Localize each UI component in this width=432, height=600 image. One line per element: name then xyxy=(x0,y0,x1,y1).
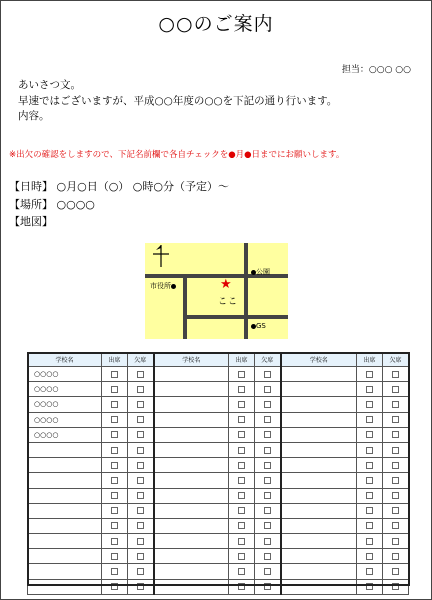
event-info xyxy=(9,178,229,231)
present-checkbox[interactable] xyxy=(366,568,373,575)
table-row xyxy=(28,427,409,442)
school-name-cell xyxy=(154,458,229,473)
absent-cell xyxy=(255,412,281,427)
absent-checkbox[interactable] xyxy=(137,507,144,514)
absent-cell xyxy=(383,442,409,457)
school-name-cell xyxy=(154,473,229,488)
absent-cell xyxy=(255,579,281,594)
table-row xyxy=(28,473,409,488)
table-row xyxy=(28,564,409,579)
school-name-cell xyxy=(281,488,357,503)
greeting-line-3: 内容。 xyxy=(18,110,50,122)
school-name-cell xyxy=(154,503,229,518)
absent-cell xyxy=(255,367,281,382)
absent-checkbox[interactable] xyxy=(137,553,144,560)
present-checkbox[interactable] xyxy=(366,492,373,499)
absent-checkbox[interactable] xyxy=(392,447,399,454)
present-cell xyxy=(102,382,128,397)
present-cell xyxy=(229,473,255,488)
deadline-note: ※出欠の確認をしますので、下記名前欄で各自チェックを●月●日までにお願いします。 xyxy=(9,150,345,160)
absent-cell xyxy=(255,518,281,533)
present-checkbox[interactable] xyxy=(366,447,373,454)
absent-cell xyxy=(383,564,409,579)
present-cell xyxy=(102,579,128,594)
absent-cell xyxy=(128,412,154,427)
park-label xyxy=(251,267,270,277)
present-cell xyxy=(229,412,255,427)
absent-cell xyxy=(383,503,409,518)
absent-checkbox[interactable] xyxy=(392,386,399,393)
absent-cell xyxy=(383,427,409,442)
present-cell xyxy=(102,397,128,412)
absent-checkbox[interactable] xyxy=(392,416,399,423)
absent-cell xyxy=(255,488,281,503)
present-cell xyxy=(102,367,128,382)
school-header: 学校名 xyxy=(154,353,229,367)
absent-cell xyxy=(383,488,409,503)
map-label: 【地図】 xyxy=(9,215,53,228)
absent-checkbox[interactable] xyxy=(264,522,271,529)
absent-cell xyxy=(128,397,154,412)
place-line: 【場所】 ○○○○ xyxy=(9,197,95,211)
absent-cell xyxy=(255,564,281,579)
present-header: 出席 xyxy=(357,353,383,367)
absent-cell xyxy=(128,488,154,503)
present-checkbox[interactable] xyxy=(238,477,245,484)
school-name-cell xyxy=(28,534,102,549)
absent-checkbox[interactable] xyxy=(264,568,271,575)
absent-cell xyxy=(383,579,409,594)
absent-cell xyxy=(128,534,154,549)
present-checkbox[interactable] xyxy=(111,538,118,545)
absent-checkbox[interactable] xyxy=(264,416,271,423)
absent-cell xyxy=(383,534,409,549)
present-checkbox[interactable] xyxy=(238,386,245,393)
present-cell xyxy=(229,382,255,397)
school-name-cell xyxy=(154,549,229,564)
absent-checkbox[interactable] xyxy=(264,553,271,560)
present-cell xyxy=(102,412,128,427)
school-name-cell xyxy=(28,442,102,457)
present-cell xyxy=(229,397,255,412)
school-name-cell xyxy=(154,412,229,427)
school-name-cell xyxy=(154,564,229,579)
present-checkbox[interactable] xyxy=(366,538,373,545)
absent-cell xyxy=(255,473,281,488)
present-checkbox[interactable] xyxy=(366,522,373,529)
present-cell xyxy=(357,488,383,503)
absent-checkbox[interactable] xyxy=(264,583,271,590)
school-name-cell xyxy=(154,534,229,549)
absent-checkbox[interactable] xyxy=(392,462,399,469)
present-cell xyxy=(102,518,128,533)
school-name-cell xyxy=(154,579,229,594)
present-checkbox[interactable] xyxy=(111,462,118,469)
present-cell xyxy=(102,488,128,503)
absent-checkbox[interactable] xyxy=(264,431,271,438)
present-cell xyxy=(357,382,383,397)
present-checkbox[interactable] xyxy=(366,507,373,514)
present-cell xyxy=(357,534,383,549)
present-cell xyxy=(357,397,383,412)
absent-cell xyxy=(128,518,154,533)
absent-cell xyxy=(128,382,154,397)
city-hall-label xyxy=(150,281,176,291)
present-cell xyxy=(357,412,383,427)
absent-checkbox[interactable] xyxy=(137,568,144,575)
school-name-cell xyxy=(154,518,229,533)
absent-checkbox[interactable] xyxy=(137,538,144,545)
star-icon: ★ xyxy=(220,277,232,292)
absent-checkbox[interactable] xyxy=(392,583,399,590)
absent-cell xyxy=(255,458,281,473)
school-name-cell xyxy=(28,579,102,594)
greeting-line-2: 早速ではございますが、平成○○年度の○○を下記の通り行います。 xyxy=(18,94,338,107)
here-label: ここ xyxy=(218,297,239,307)
school-name-cell xyxy=(28,564,102,579)
present-cell xyxy=(229,549,255,564)
road xyxy=(183,315,288,319)
present-cell xyxy=(229,503,255,518)
present-checkbox[interactable] xyxy=(238,401,245,408)
absent-cell xyxy=(128,503,154,518)
absent-checkbox[interactable] xyxy=(392,507,399,514)
present-checkbox[interactable] xyxy=(238,431,245,438)
table-row xyxy=(28,442,409,457)
present-cell xyxy=(357,564,383,579)
absent-cell xyxy=(383,473,409,488)
present-checkbox[interactable] xyxy=(366,553,373,560)
gs-label xyxy=(251,322,266,330)
present-cell xyxy=(357,549,383,564)
present-checkbox[interactable] xyxy=(111,583,118,590)
city-hall-marker-icon xyxy=(171,284,176,289)
absent-checkbox[interactable] xyxy=(264,386,271,393)
present-cell xyxy=(357,458,383,473)
school-name-cell xyxy=(28,503,102,518)
absent-cell xyxy=(383,367,409,382)
north-arrow-icon xyxy=(152,245,170,267)
attendance-table xyxy=(27,352,409,595)
present-cell xyxy=(229,367,255,382)
school-name-cell xyxy=(154,442,229,457)
present-checkbox[interactable] xyxy=(111,568,118,575)
absent-checkbox[interactable] xyxy=(137,477,144,484)
road xyxy=(244,243,248,339)
absent-cell xyxy=(128,473,154,488)
present-cell xyxy=(357,579,383,594)
absent-checkbox[interactable] xyxy=(392,371,399,378)
present-cell xyxy=(102,549,128,564)
absent-checkbox[interactable] xyxy=(264,462,271,469)
table-row xyxy=(28,458,409,473)
absent-checkbox[interactable] xyxy=(137,416,144,423)
absent-checkbox[interactable] xyxy=(264,401,271,408)
attendance-body xyxy=(28,367,409,595)
absent-cell xyxy=(383,397,409,412)
school-name-cell xyxy=(281,367,357,382)
school-name-cell: ○○○○ xyxy=(28,367,102,382)
present-checkbox[interactable] xyxy=(111,416,118,423)
present-cell xyxy=(357,518,383,533)
absent-cell xyxy=(128,427,154,442)
table-header-row xyxy=(28,353,409,367)
school-name-cell xyxy=(154,488,229,503)
present-cell xyxy=(102,534,128,549)
school-name-cell xyxy=(28,518,102,533)
absent-cell xyxy=(255,397,281,412)
present-cell xyxy=(229,534,255,549)
present-checkbox[interactable] xyxy=(238,447,245,454)
present-cell xyxy=(357,473,383,488)
present-checkbox[interactable] xyxy=(238,583,245,590)
present-cell xyxy=(229,427,255,442)
absent-checkbox[interactable] xyxy=(137,583,144,590)
school-name-cell xyxy=(28,458,102,473)
absent-cell xyxy=(128,442,154,457)
absent-checkbox[interactable] xyxy=(137,462,144,469)
absent-checkbox[interactable] xyxy=(264,492,271,499)
present-checkbox[interactable] xyxy=(366,431,373,438)
present-checkbox[interactable] xyxy=(238,371,245,378)
present-checkbox[interactable] xyxy=(238,416,245,423)
absent-checkbox[interactable] xyxy=(392,538,399,545)
present-checkbox[interactable] xyxy=(366,401,373,408)
present-checkbox[interactable] xyxy=(111,386,118,393)
absent-checkbox[interactable] xyxy=(137,371,144,378)
school-header: 学校名 xyxy=(281,353,357,367)
absent-checkbox[interactable] xyxy=(264,371,271,378)
school-name-cell xyxy=(281,549,357,564)
absent-checkbox[interactable] xyxy=(392,553,399,560)
present-header: 出席 xyxy=(229,353,255,367)
school-name-cell xyxy=(281,579,357,594)
school-name-cell xyxy=(281,564,357,579)
park-text: 公園 xyxy=(256,268,270,276)
present-cell xyxy=(102,442,128,457)
absent-checkbox[interactable] xyxy=(137,431,144,438)
absent-checkbox[interactable] xyxy=(264,447,271,454)
school-name-cell xyxy=(154,397,229,412)
present-checkbox[interactable] xyxy=(238,553,245,560)
absent-cell xyxy=(383,458,409,473)
absent-checkbox[interactable] xyxy=(137,492,144,499)
school-name-cell xyxy=(281,458,357,473)
present-checkbox[interactable] xyxy=(366,416,373,423)
table-row xyxy=(28,549,409,564)
absent-checkbox[interactable] xyxy=(392,492,399,499)
present-cell xyxy=(229,458,255,473)
present-checkbox[interactable] xyxy=(111,553,118,560)
absent-checkbox[interactable] xyxy=(137,447,144,454)
present-cell xyxy=(229,579,255,594)
author-line: 担当：○○○ ○○ xyxy=(341,65,411,75)
present-cell xyxy=(357,503,383,518)
present-checkbox[interactable] xyxy=(111,431,118,438)
absent-checkbox[interactable] xyxy=(392,568,399,575)
table-row xyxy=(28,397,409,412)
present-checkbox[interactable] xyxy=(238,538,245,545)
table-row xyxy=(28,488,409,503)
absent-cell xyxy=(128,564,154,579)
page-title: ○○のご案内 xyxy=(158,13,274,35)
absent-cell xyxy=(128,458,154,473)
present-checkbox[interactable] xyxy=(111,477,118,484)
school-name-cell xyxy=(281,503,357,518)
absent-cell xyxy=(255,534,281,549)
absent-header: 欠席 xyxy=(255,353,281,367)
present-checkbox[interactable] xyxy=(366,386,373,393)
present-checkbox[interactable] xyxy=(238,568,245,575)
location-map xyxy=(145,243,288,339)
absent-cell xyxy=(128,367,154,382)
present-checkbox[interactable] xyxy=(111,447,118,454)
absent-cell xyxy=(255,427,281,442)
absent-cell xyxy=(128,549,154,564)
present-cell xyxy=(102,473,128,488)
present-checkbox[interactable] xyxy=(366,462,373,469)
school-name-cell xyxy=(28,549,102,564)
school-name-cell: ○○○○ xyxy=(28,412,102,427)
school-name-cell xyxy=(281,397,357,412)
present-checkbox[interactable] xyxy=(111,401,118,408)
school-name-cell xyxy=(281,534,357,549)
table-row xyxy=(28,579,409,594)
absent-checkbox[interactable] xyxy=(392,522,399,529)
school-name-cell xyxy=(281,473,357,488)
present-cell xyxy=(357,367,383,382)
present-cell xyxy=(229,564,255,579)
absent-header: 欠席 xyxy=(128,353,154,367)
greeting-text xyxy=(18,78,337,125)
absent-cell xyxy=(383,518,409,533)
absent-checkbox[interactable] xyxy=(137,386,144,393)
absent-header: 欠席 xyxy=(383,353,409,367)
school-name-cell xyxy=(154,367,229,382)
present-cell xyxy=(357,442,383,457)
present-cell xyxy=(102,503,128,518)
absent-cell xyxy=(383,549,409,564)
present-checkbox[interactable] xyxy=(366,583,373,590)
present-checkbox[interactable] xyxy=(111,371,118,378)
absent-cell xyxy=(383,382,409,397)
school-name-cell xyxy=(281,427,357,442)
present-cell xyxy=(102,564,128,579)
absent-checkbox[interactable] xyxy=(392,477,399,484)
greeting-line-1: あいさつ文。 xyxy=(18,79,81,91)
present-cell xyxy=(229,442,255,457)
absent-cell xyxy=(255,549,281,564)
present-checkbox[interactable] xyxy=(238,462,245,469)
absent-cell xyxy=(383,412,409,427)
present-cell xyxy=(229,518,255,533)
school-name-cell xyxy=(154,427,229,442)
absent-checkbox[interactable] xyxy=(392,431,399,438)
table-row xyxy=(28,412,409,427)
present-cell xyxy=(102,427,128,442)
school-header: 学校名 xyxy=(28,353,102,367)
absent-cell xyxy=(255,503,281,518)
table-row xyxy=(28,367,409,382)
gs-text: GS xyxy=(256,322,266,330)
present-checkbox[interactable] xyxy=(366,371,373,378)
absent-cell xyxy=(255,382,281,397)
absent-checkbox[interactable] xyxy=(392,401,399,408)
table-row xyxy=(28,503,409,518)
absent-checkbox[interactable] xyxy=(264,538,271,545)
school-name-cell: ○○○○ xyxy=(28,397,102,412)
school-name-cell: ○○○○ xyxy=(28,427,102,442)
school-name-cell xyxy=(281,442,357,457)
school-name-cell xyxy=(28,473,102,488)
present-checkbox[interactable] xyxy=(238,522,245,529)
table-row xyxy=(28,534,409,549)
present-checkbox[interactable] xyxy=(111,522,118,529)
present-checkbox[interactable] xyxy=(366,477,373,484)
absent-checkbox[interactable] xyxy=(264,507,271,514)
road xyxy=(183,274,187,339)
school-name-cell xyxy=(281,382,357,397)
present-cell xyxy=(229,488,255,503)
table-row xyxy=(28,382,409,397)
date-line: 【日時】 ○月○日（○） ○時○分（予定）～ xyxy=(9,180,229,193)
absent-cell xyxy=(255,442,281,457)
school-name-cell xyxy=(281,518,357,533)
school-name-cell xyxy=(281,412,357,427)
present-cell xyxy=(357,427,383,442)
present-checkbox[interactable] xyxy=(111,507,118,514)
absent-checkbox[interactable] xyxy=(264,477,271,484)
present-checkbox[interactable] xyxy=(111,492,118,499)
absent-cell xyxy=(128,579,154,594)
present-checkbox[interactable] xyxy=(238,507,245,514)
present-checkbox[interactable] xyxy=(238,492,245,499)
absent-checkbox[interactable] xyxy=(137,401,144,408)
school-name-cell xyxy=(154,382,229,397)
present-header: 出席 xyxy=(102,353,128,367)
city-hall-text: 市役所 xyxy=(150,282,171,290)
school-name-cell: ○○○○ xyxy=(28,382,102,397)
school-name-cell xyxy=(28,488,102,503)
absent-checkbox[interactable] xyxy=(137,522,144,529)
table-row xyxy=(28,518,409,533)
present-cell xyxy=(102,458,128,473)
